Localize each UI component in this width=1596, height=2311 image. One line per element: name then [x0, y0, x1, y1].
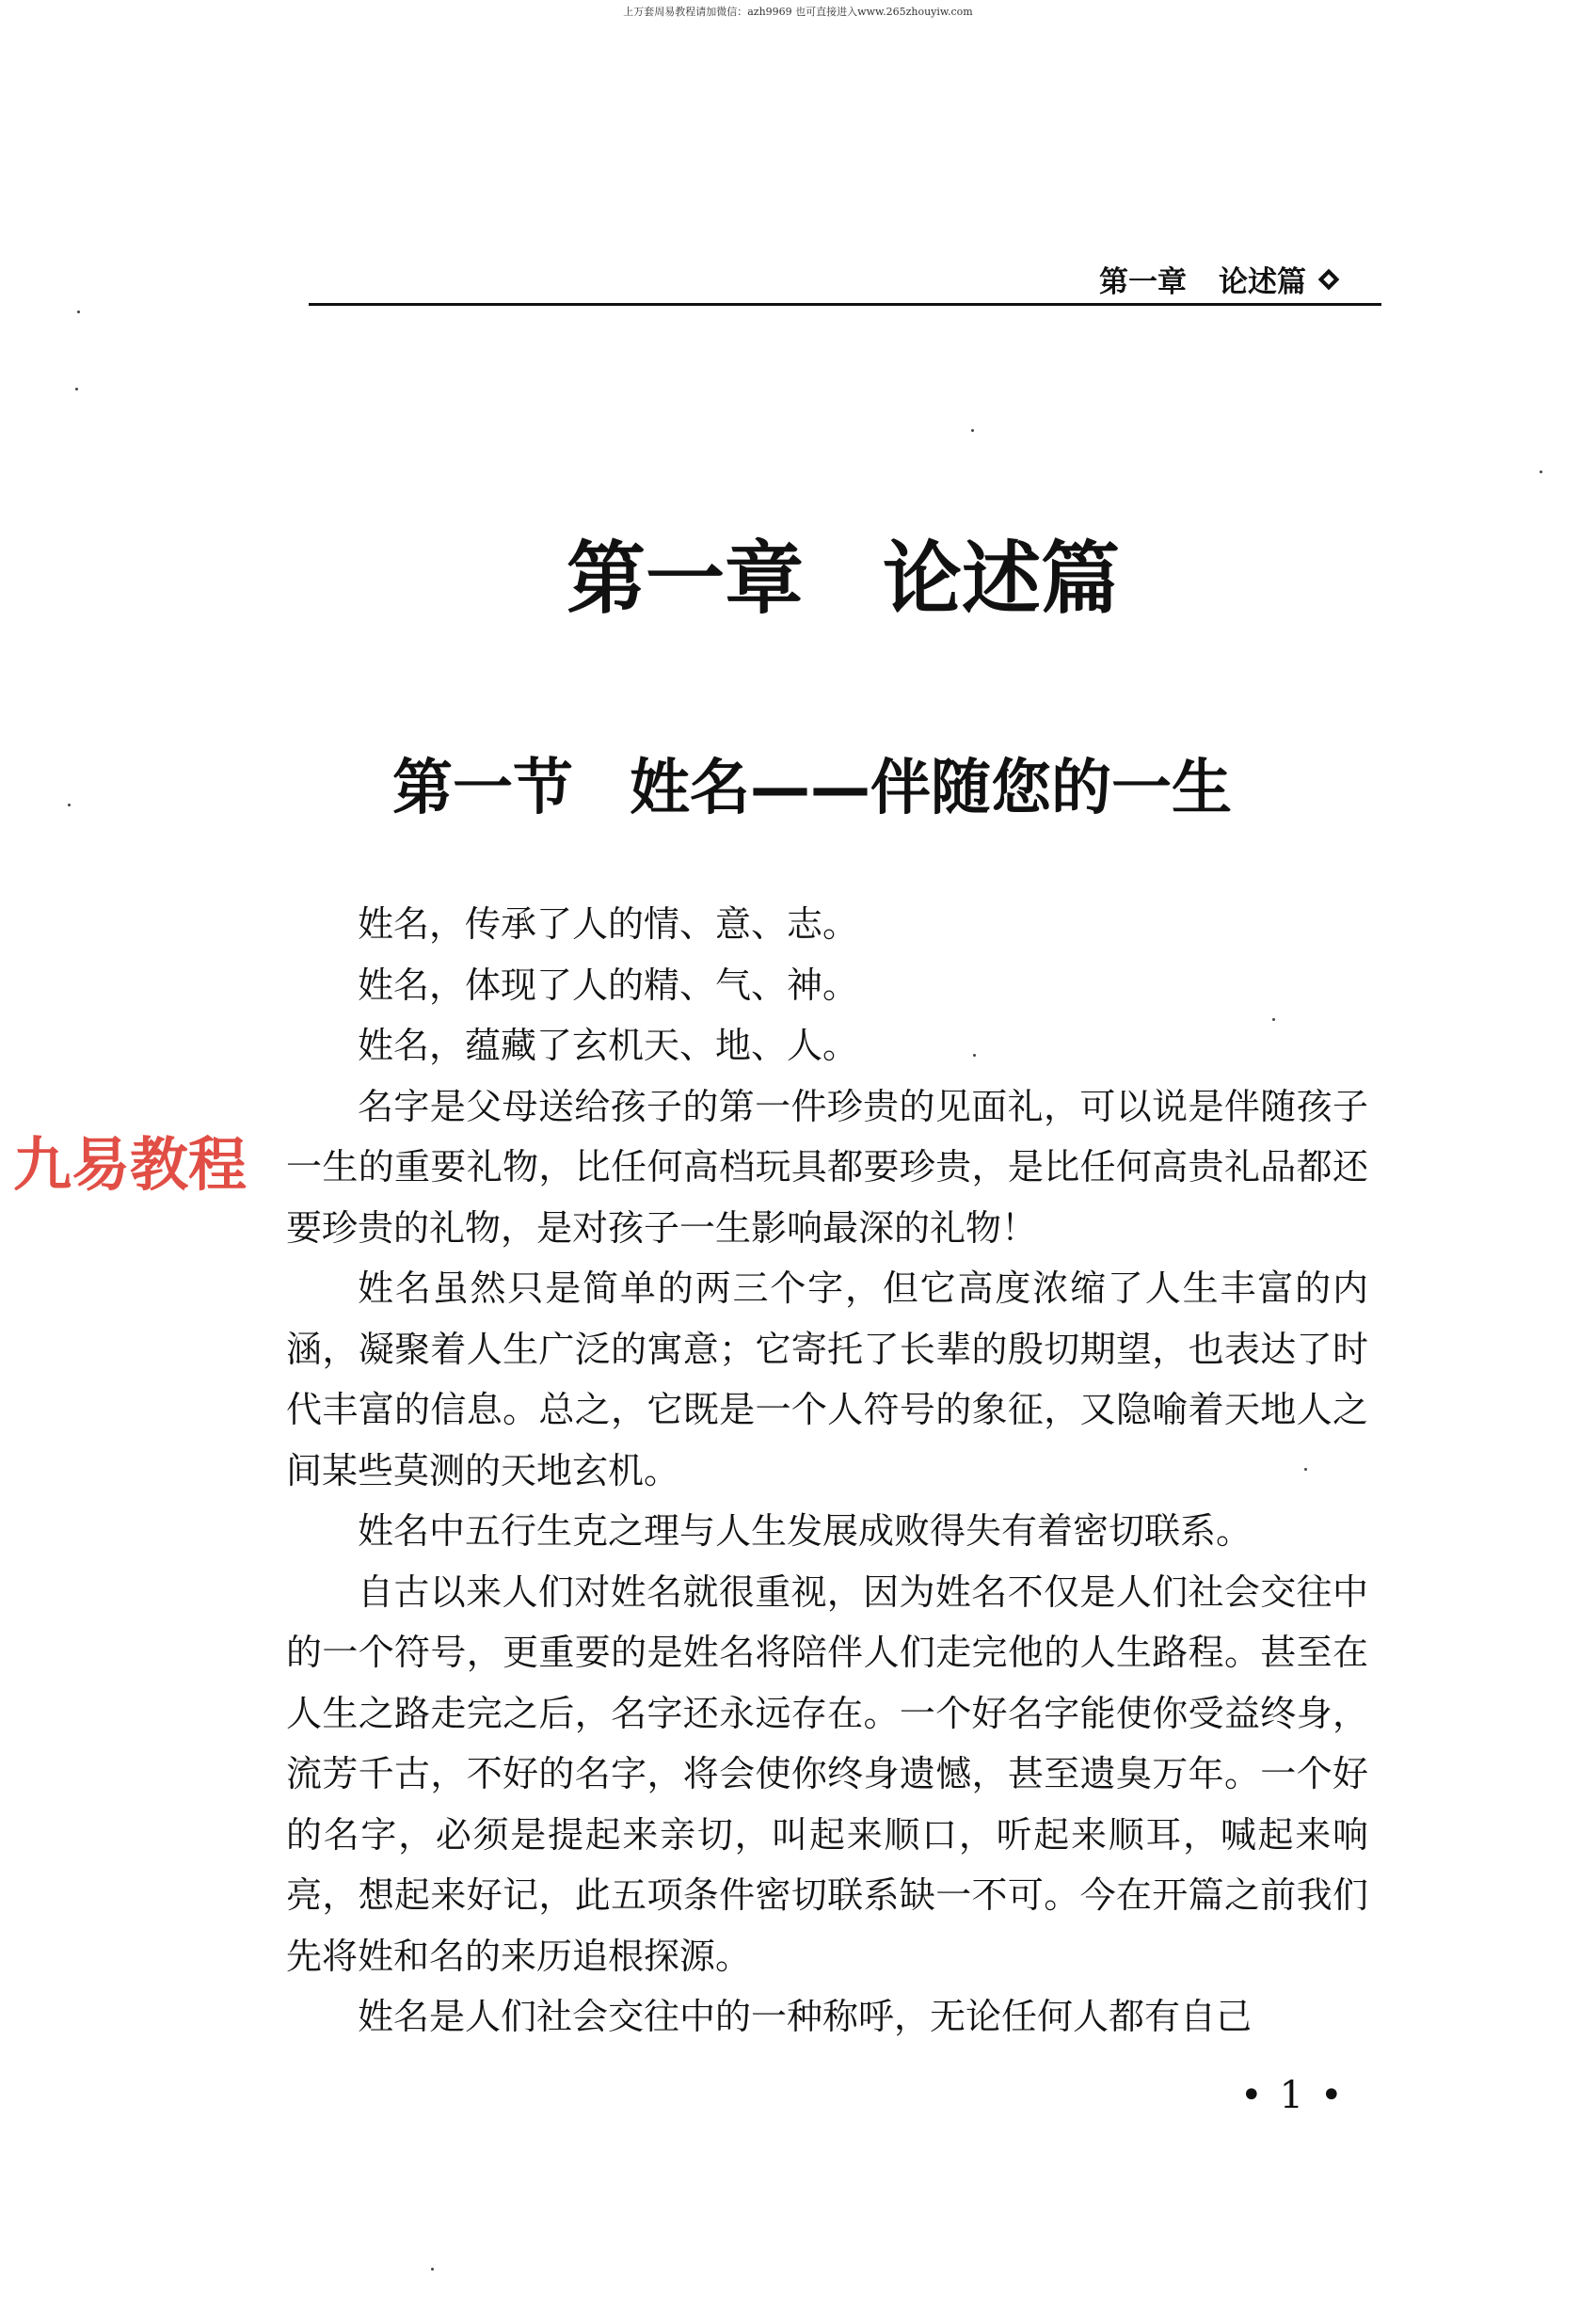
scan-speck — [68, 804, 71, 806]
top-notice: 上万套周易教程请加微信：azh9969 也可直接进入www.265zhouyiw.com — [623, 6, 973, 18]
chapter-title — [0, 516, 1596, 630]
scan-speck — [77, 311, 80, 313]
paragraph: 姓名虽然只是简单的两三个字，但它高度浓缩了人生丰富的内涵，凝聚着人生广泛的寓意；它寄托了长辈的殷切期望，也表达了时代丰富的信息。总之，它既是一个人符号的象征，又隐喻着天地人之间某些莫测的天地玄机。 — [286, 1267, 1368, 1491]
scan-speck — [973, 1054, 976, 1057]
paragraph: 姓名中五行生克之理与人生发展成败得失有着密切联系。 — [358, 1510, 1253, 1552]
running-header-chapter: 第一章 — [1099, 265, 1187, 299]
scan-speck — [971, 429, 974, 432]
paragraph: 姓名是人们社会交往中的一种称呼，无论任何人都有自己 — [358, 1996, 1253, 2037]
page-number-value: 1 — [1279, 2074, 1304, 2117]
chapter-number: 第一章 — [566, 533, 804, 625]
scan-speck — [75, 388, 78, 390]
running-header — [1099, 258, 1336, 300]
paragraph: 姓名，传承了人的情、意、志。 — [358, 903, 859, 945]
watermark-logo: 九易教程 — [13, 1130, 247, 1199]
paragraph: 名字是父母送给孩子的第一件珍贵的见面礼，可以说是伴随孩子一生的重要礼物，比任何高档玩具都要珍贵，是比任何高贵礼品都还要珍贵的礼物，是对孩子一生影响最深的礼物！ — [286, 1085, 1368, 1249]
scan-speck — [1304, 1468, 1307, 1471]
scan-speck — [1540, 470, 1542, 473]
paragraph: 姓名，体现了人的精、气、神。 — [358, 964, 859, 1006]
paragraph: 自古以来人们对姓名就很重视，因为姓名不仅是人们社会交往中的一个符号，更重要的是姓名将陪伴人们走完他的人生路程。甚至在人生之路走完之后，名字还永远存在。一个好名字能使你受益终身，流芳千古，不好的名字，将会使你终身遗憾，甚至遗臭万年。一个好的名字，必须是提起来亲切，叫起来顺口，听起来顺耳，喊起来响亮，想起来好记，此五项条件密切联系缺一不可。今在开篇之前我们先将姓和名的来历追根探源。 — [286, 1570, 1368, 1977]
diamond-icon — [1318, 268, 1340, 290]
chapter-name: 论述篇 — [883, 533, 1121, 625]
paragraph: 姓名，蕴藏了玄机天、地、人。 — [358, 1025, 859, 1066]
running-header-title: 论述篇 — [1219, 265, 1306, 299]
page-number: • 1 • — [1240, 2074, 1343, 2117]
section-name: 姓名——伴随您的一生 — [630, 754, 1232, 823]
header-rule — [309, 303, 1381, 306]
section-title — [0, 740, 1596, 826]
scan-speck — [1272, 1018, 1275, 1021]
section-number: 第一节 — [392, 754, 573, 823]
scan-speck — [431, 2268, 434, 2271]
body-text — [286, 894, 1368, 2048]
